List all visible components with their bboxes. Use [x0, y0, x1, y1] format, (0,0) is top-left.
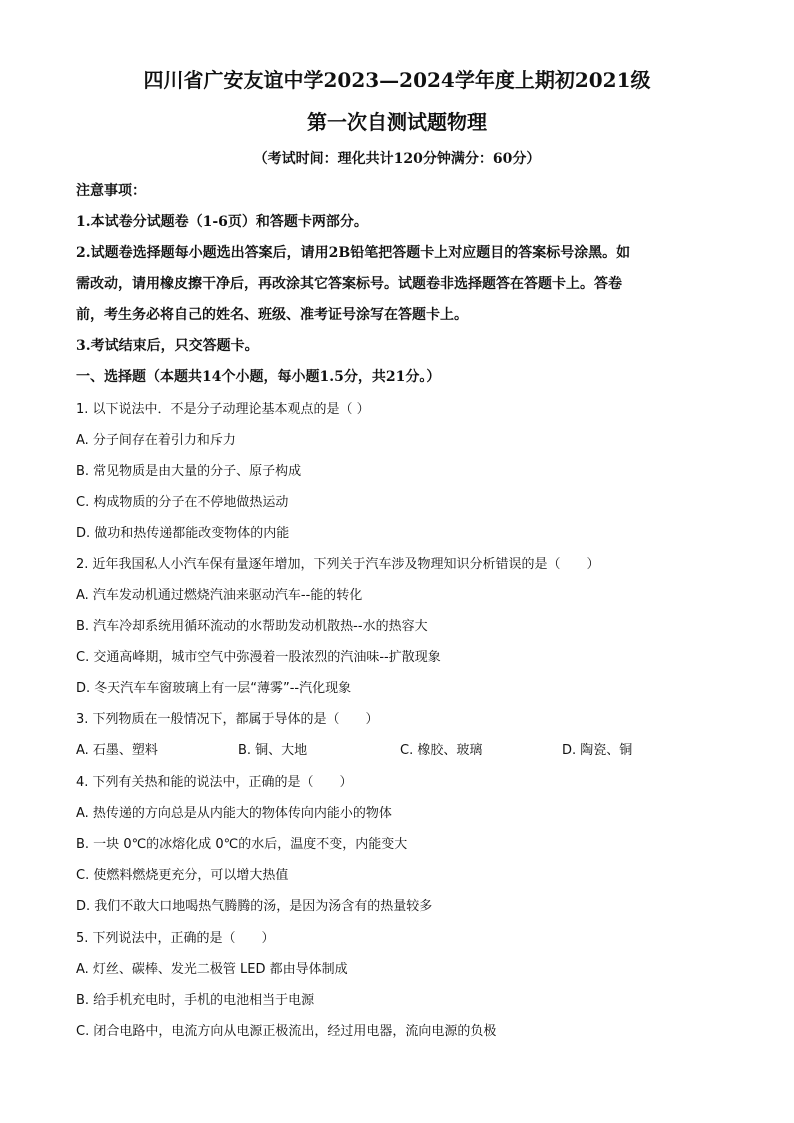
question-1-option-c: C. 构成物质的分子在不停地做热运动: [76, 495, 289, 510]
question-4-stem: 4. 下列有关热和能的说法中，正确的是（ ）: [76, 775, 353, 790]
question-4-option-b: B. 一块 0℃的冰熔化成 0℃的水后，温度不变，内能变大: [76, 837, 408, 852]
notes-item-2-line2: 需改动，请用橡皮擦干净后，再改涂其它答案标号。试题卷非选择题答在答题卡上。答卷: [76, 276, 622, 292]
question-2-option-a: A. 汽车发动机通过燃烧汽油来驱动汽车--能的转化: [76, 588, 363, 603]
question-3-stem: 3. 下列物质在一般情况下，都属于导体的是（ ）: [76, 712, 379, 727]
notes-item-1: 1.本试卷分试题卷（1-6页）和答题卡两部分。: [76, 214, 368, 230]
question-3-option-d: D. 陶瓷、铜: [562, 743, 633, 758]
question-1-stem: 1. 以下说法中．不是分子动理论基本观点的是（ ）: [76, 402, 370, 417]
question-3-option-b: B. 铜、大地: [238, 743, 308, 758]
notes-item-2-line3: 前，考生务必将自己的姓名、班级、准考证号涂写在答题卡上。: [76, 307, 468, 323]
section-1-heading: 一、选择题（本题共14个小题，每小题1.5分，共21分。）: [76, 369, 441, 385]
notes-heading: 注意事项：: [76, 183, 146, 199]
question-2-option-c: C. 交通高峰期，城市空气中弥漫着一股浓烈的汽油味--扩散现象: [76, 650, 441, 665]
question-3-options: [76, 739, 716, 757]
exam-title-line1: 四川省广安友谊中学2023—2024学年度上期初2021级: [143, 68, 651, 92]
exam-title-line2: 第一次自测试题物理: [307, 110, 487, 134]
notes-item-3: 3.考试结束后，只交答题卡。: [76, 338, 259, 354]
question-1-option-b: B. 常见物质是由大量的分子、原子构成: [76, 464, 302, 479]
notes-item-2-line1: 2.试题卷选择题每小题选出答案后，请用2B铅笔把答题卡上对应题目的答案标号涂黑。如: [76, 245, 631, 261]
question-4-option-a: A. 热传递的方向总是从内能大的物体传向内能小的物体: [76, 806, 392, 821]
question-4-option-d: D. 我们不敢大口地喝热气腾腾的汤，是因为汤含有的热量较多: [76, 899, 433, 914]
question-3-option-c: C. 橡胶、玻璃: [400, 743, 483, 758]
question-1-option-d: D. 做功和热传递都能改变物体的内能: [76, 526, 290, 541]
question-1-option-a: A. 分子间存在着引力和斥力: [76, 433, 236, 448]
question-2-option-d: D. 冬天汽车车窗玻璃上有一层“薄雾”--汽化现象: [76, 681, 352, 696]
question-2-stem: 2. 近年我国私人小汽车保有量逐年增加，下列关于汽车涉及物理知识分析错误的是（ ）: [76, 557, 600, 572]
question-2-option-b: B. 汽车冷却系统用循环流动的水帮助发动机散热--水的热容大: [76, 619, 428, 634]
exam-info: （考试时间：理化共计120分钟满分：60分）: [253, 151, 541, 167]
question-5-option-a: A. 灯丝、碳棒、发光二极管 LED 都由导体制成: [76, 962, 348, 977]
question-5-stem: 5. 下列说法中，正确的是（ ）: [76, 931, 275, 946]
question-5-option-c: C. 闭合电路中，电流方向从电源正极流出，经过用电器，流向电源的负极: [76, 1024, 497, 1039]
question-5-option-b: B. 给手机充电时，手机的电池相当于电源: [76, 993, 315, 1008]
question-4-option-c: C. 使燃料燃烧更充分，可以增大热值: [76, 868, 289, 883]
question-3-option-a: A. 石墨、塑料: [76, 743, 158, 758]
